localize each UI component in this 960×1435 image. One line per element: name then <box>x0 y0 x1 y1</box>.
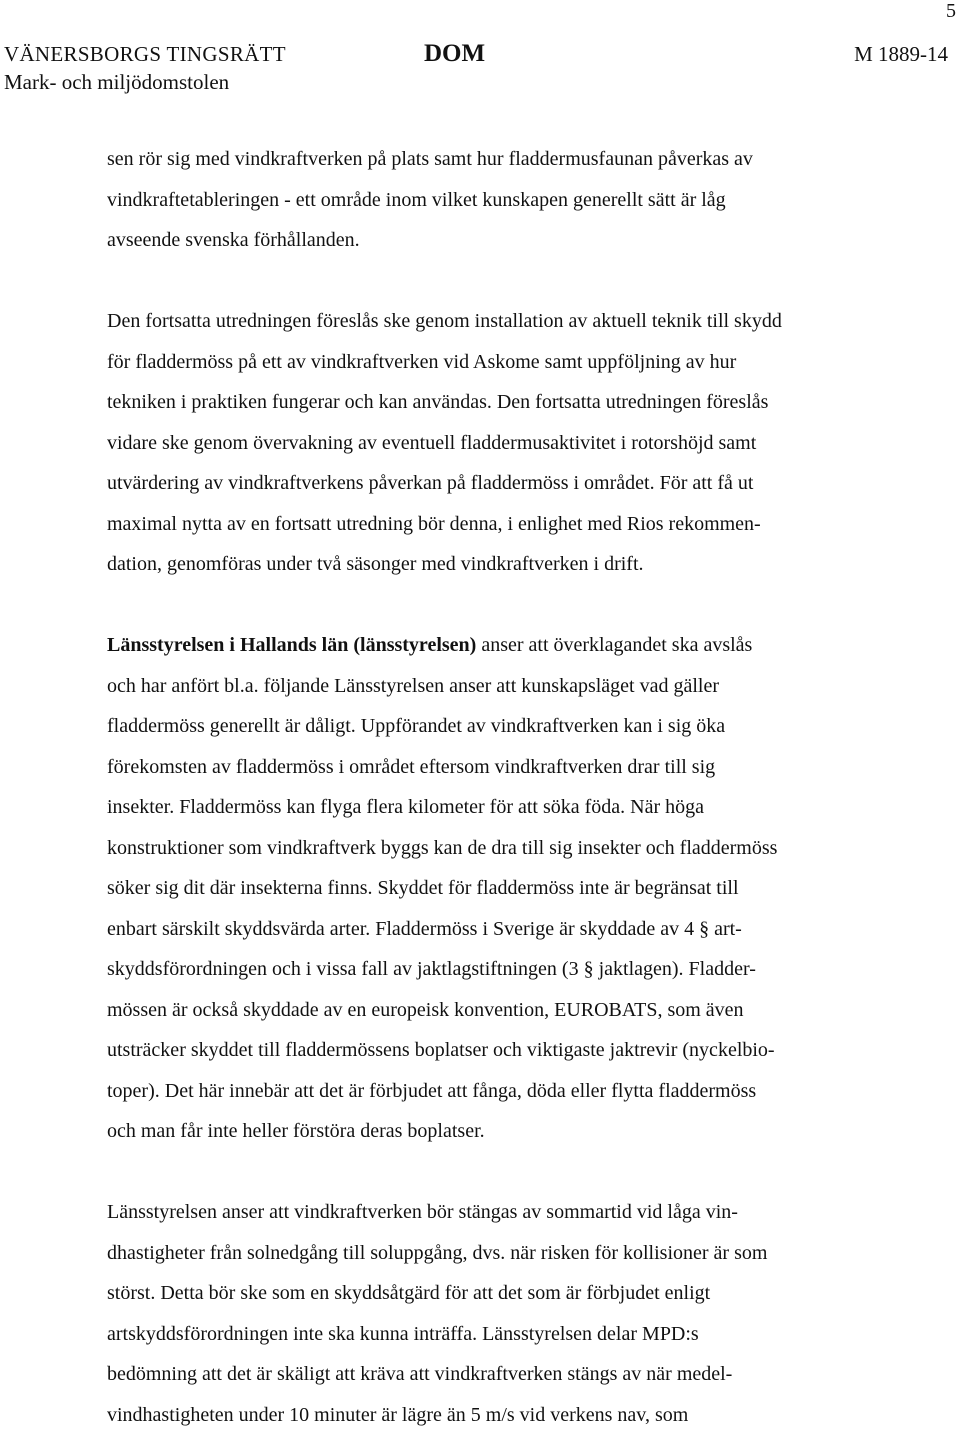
text-line: för fladdermöss på ett av vindkraftverken vid Askome samt uppföljning av hur <box>107 342 897 383</box>
document-type: DOM <box>424 40 485 68</box>
text-line: enbart särskilt skyddsvärda arter. Fladdermöss i Sverige är skyddade av 4 § art- <box>107 909 897 950</box>
paragraph-gap <box>107 585 897 626</box>
paragraph-gap <box>107 1152 897 1193</box>
paragraph-1 <box>107 139 897 261</box>
text-line: och man får inte heller förstöra deras boplatser. <box>107 1111 897 1152</box>
case-number: M 1889-14 <box>854 42 948 67</box>
text-line: artskyddsförordningen inte ska kunna inträffa. Länsstyrelsen delar MPD:s <box>107 1314 897 1355</box>
paragraph-gap <box>107 261 897 302</box>
text-line: vindhastigheten under 10 minuter är lägre än 5 m/s vid verkens nav, som <box>107 1395 897 1435</box>
text-line: förekomsten av fladdermöss i området eftersom vindkraftverken drar till sig <box>107 747 897 788</box>
text-line <box>107 625 897 666</box>
text-line: tekniken i praktiken fungerar och kan användas. Den fortsatta utredningen föreslås <box>107 382 897 423</box>
text-line: vidare ske genom övervakning av eventuell fladdermusaktivitet i rotorshöjd samt <box>107 423 897 464</box>
document-body <box>107 139 897 1435</box>
text-line: konstruktioner som vindkraftverk byggs kan de dra till sig insekter och fladdermöss <box>107 828 897 869</box>
text-line: sen rör sig med vindkraftverken på plats samt hur fladdermusfaunan påverkas av <box>107 139 897 180</box>
party-name: Länsstyrelsen i Hallands län (länsstyrelsen) <box>107 634 476 656</box>
court-name: VÄNERSBORGS TINGSRÄTT <box>4 42 286 67</box>
text-line: vindkraftetableringen - ett område inom vilket kunskapen generellt sätt är låg <box>107 180 897 221</box>
text-line: dation, genomföras under två säsonger med vindkraftverken i drift. <box>107 544 897 585</box>
text-line: insekter. Fladdermöss kan flyga flera kilometer för att söka föda. När höga <box>107 787 897 828</box>
text-line: bedömning att det är skäligt att kräva att vindkraftverken stängs av när medel- <box>107 1354 897 1395</box>
text-line: utsträcker skyddet till fladdermössens boplatser och viktigaste jaktrevir (nyckelbio- <box>107 1030 897 1071</box>
paragraph-3 <box>107 625 897 1152</box>
text-line: Länsstyrelsen anser att vindkraftverken bör stängas av sommartid vid låga vin- <box>107 1192 897 1233</box>
page-number: 5 <box>946 0 956 22</box>
text-fragment: anser att överklagandet ska avslås <box>476 634 752 656</box>
text-line: störst. Detta bör ske som en skyddsåtgärd för att det som är förbjudet enligt <box>107 1273 897 1314</box>
text-line: Den fortsatta utredningen föreslås ske genom installation av aktuell teknik till skydd <box>107 301 897 342</box>
text-line: dhastigheter från solnedgång till soluppgång, dvs. när risken för kollisioner är som <box>107 1233 897 1274</box>
text-line: skyddsförordningen och i vissa fall av jaktlagstiftningen (3 § jaktlagen). Fladder- <box>107 949 897 990</box>
document-header <box>4 40 948 100</box>
paragraph-4 <box>107 1192 897 1435</box>
text-line: toper). Det här innebär att det är förbjudet att fånga, döda eller flytta fladdermöss <box>107 1071 897 1112</box>
text-line: mössen är också skyddade av en europeisk konvention, EUROBATS, som även <box>107 990 897 1031</box>
court-division: Mark- och miljödomstolen <box>4 70 229 95</box>
text-line: maximal nytta av en fortsatt utredning bör denna, i enlighet med Rios rekommen- <box>107 504 897 545</box>
text-line: avseende svenska förhållanden. <box>107 220 897 261</box>
text-line: och har anfört bl.a. följande Länsstyrelsen anser att kunskapsläget vad gäller <box>107 666 897 707</box>
text-line: fladdermöss generellt är dåligt. Uppförandet av vindkraftverken kan i sig öka <box>107 706 897 747</box>
text-line: utvärdering av vindkraftverkens påverkan på fladdermöss i området. För att få ut <box>107 463 897 504</box>
text-line: söker sig dit där insekterna finns. Skyddet för fladdermöss inte är begränsat till <box>107 868 897 909</box>
paragraph-2 <box>107 301 897 585</box>
